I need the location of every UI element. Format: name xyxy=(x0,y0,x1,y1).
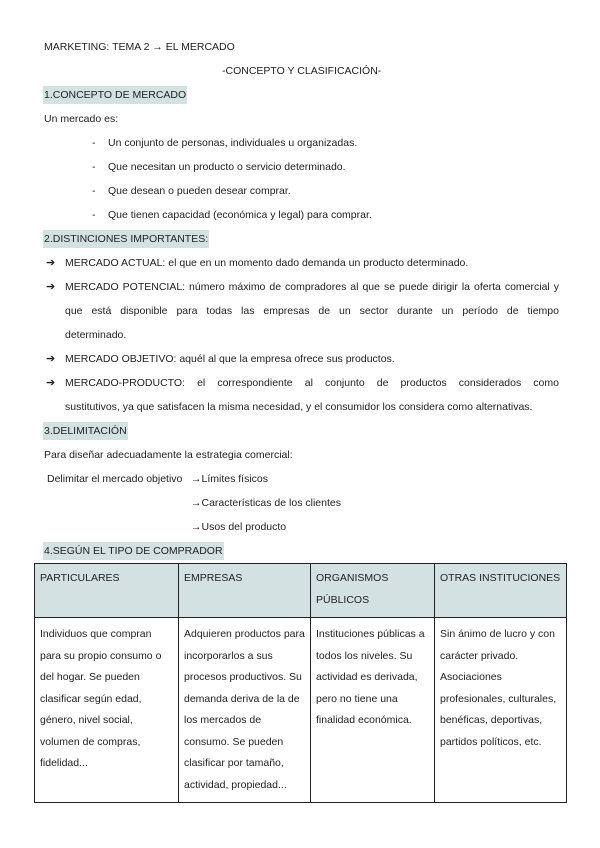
column-header: ORGANISMOS PÚBLICOS xyxy=(311,564,435,618)
table-row xyxy=(35,618,567,803)
section-1-intro: Un mercado es: xyxy=(44,113,119,125)
bullet-text: MERCADO-PRODUCTO: el correspondiente al conjunto de productos considerados como xyxy=(65,377,559,389)
bullet-text: determinado. xyxy=(65,329,127,341)
list-item: Que desean o pueden desear comprar. xyxy=(108,185,291,197)
bullet-text: MERCADO OBJETIVO: aquél al que la empresa ofrece sus productos. xyxy=(65,353,395,365)
table-cell: Adquieren productos para incorporarlos a sus procesos productivos. Su demanda deriva de la de los mercados de consumo. Se pueden clasificar por tamaño, actividad, propiedad... xyxy=(179,618,311,803)
arrow-bullet-icon: ➔ xyxy=(46,257,56,269)
document-title: MARKETING: TEMA 2 → EL MERCADO xyxy=(44,41,235,53)
dash-icon: - xyxy=(92,161,96,173)
list-item: Un conjunto de personas, individuales u organizadas. xyxy=(108,137,358,149)
table-cell: Sin ánimo de lucro y con carácter privado. Asociaciones profesionales, culturales, benéficas, deportivas, partidos políticos, etc. xyxy=(435,618,567,803)
column-header: OTRAS INSTITUCIONES xyxy=(435,564,567,618)
table-cell: Individuos que compran para su propio consumo o del hogar. Se pueden clasificar según edad, género, nivel social, volumen de compras, fidelidad... xyxy=(35,618,179,803)
column-header: PARTICULARES xyxy=(35,564,179,618)
delimit-item: →Características de los clientes xyxy=(191,497,341,509)
section-4-heading: 4.SEGÚN EL TIPO DE COMPRADOR xyxy=(43,542,224,560)
dash-icon: - xyxy=(92,185,96,197)
table-header-row xyxy=(35,564,567,618)
section-1-heading: 1.CONCEPTO DE MERCADO xyxy=(43,86,187,104)
bullet-text: MERCADO POTENCIAL: número máximo de compradores al que se puede dirigir la oferta comercial y xyxy=(65,281,559,293)
column-header: EMPRESAS xyxy=(179,564,311,618)
delimit-item: →Usos del producto xyxy=(191,521,287,533)
section-2-heading: 2.DISTINCIONES IMPORTANTES: xyxy=(43,230,209,248)
dash-icon: - xyxy=(92,209,96,221)
list-item: Que necesitan un producto o servicio determinado. xyxy=(108,161,346,173)
arrow-bullet-icon: ➔ xyxy=(46,281,56,293)
bullet-text: MERCADO ACTUAL: el que en un momento dado demanda un producto determinado. xyxy=(65,257,469,269)
section-3-heading: 3.DELIMITACIÓN xyxy=(43,422,128,440)
delimit-label: Delimitar el mercado objetivo xyxy=(47,473,183,485)
buyer-type-table xyxy=(34,563,567,803)
arrow-bullet-icon: ➔ xyxy=(46,353,56,365)
delimit-item: →Límites físicos xyxy=(191,473,269,485)
list-item: Que tienen capacidad (económica y legal) para comprar. xyxy=(108,209,372,221)
dash-icon: - xyxy=(92,137,96,149)
arrow-bullet-icon: ➔ xyxy=(46,377,56,389)
table-cell: Instituciones públicas a todos los niveles. Su actividad es derivada, pero no tiene una finalidad económica. xyxy=(311,618,435,803)
bullet-text: que está disponible para todas las empresas de un sector durante un período de tiempo xyxy=(65,305,559,317)
document-subtitle: -CONCEPTO Y CLASIFICACIÓN- xyxy=(222,65,382,77)
section-3-intro: Para diseñar adecuadamente la estrategia comercial: xyxy=(44,449,293,461)
bullet-text: sustitutivos, ya que satisfacen la misma necesidad, y el consumidor los considera como alternativas. xyxy=(65,401,533,413)
